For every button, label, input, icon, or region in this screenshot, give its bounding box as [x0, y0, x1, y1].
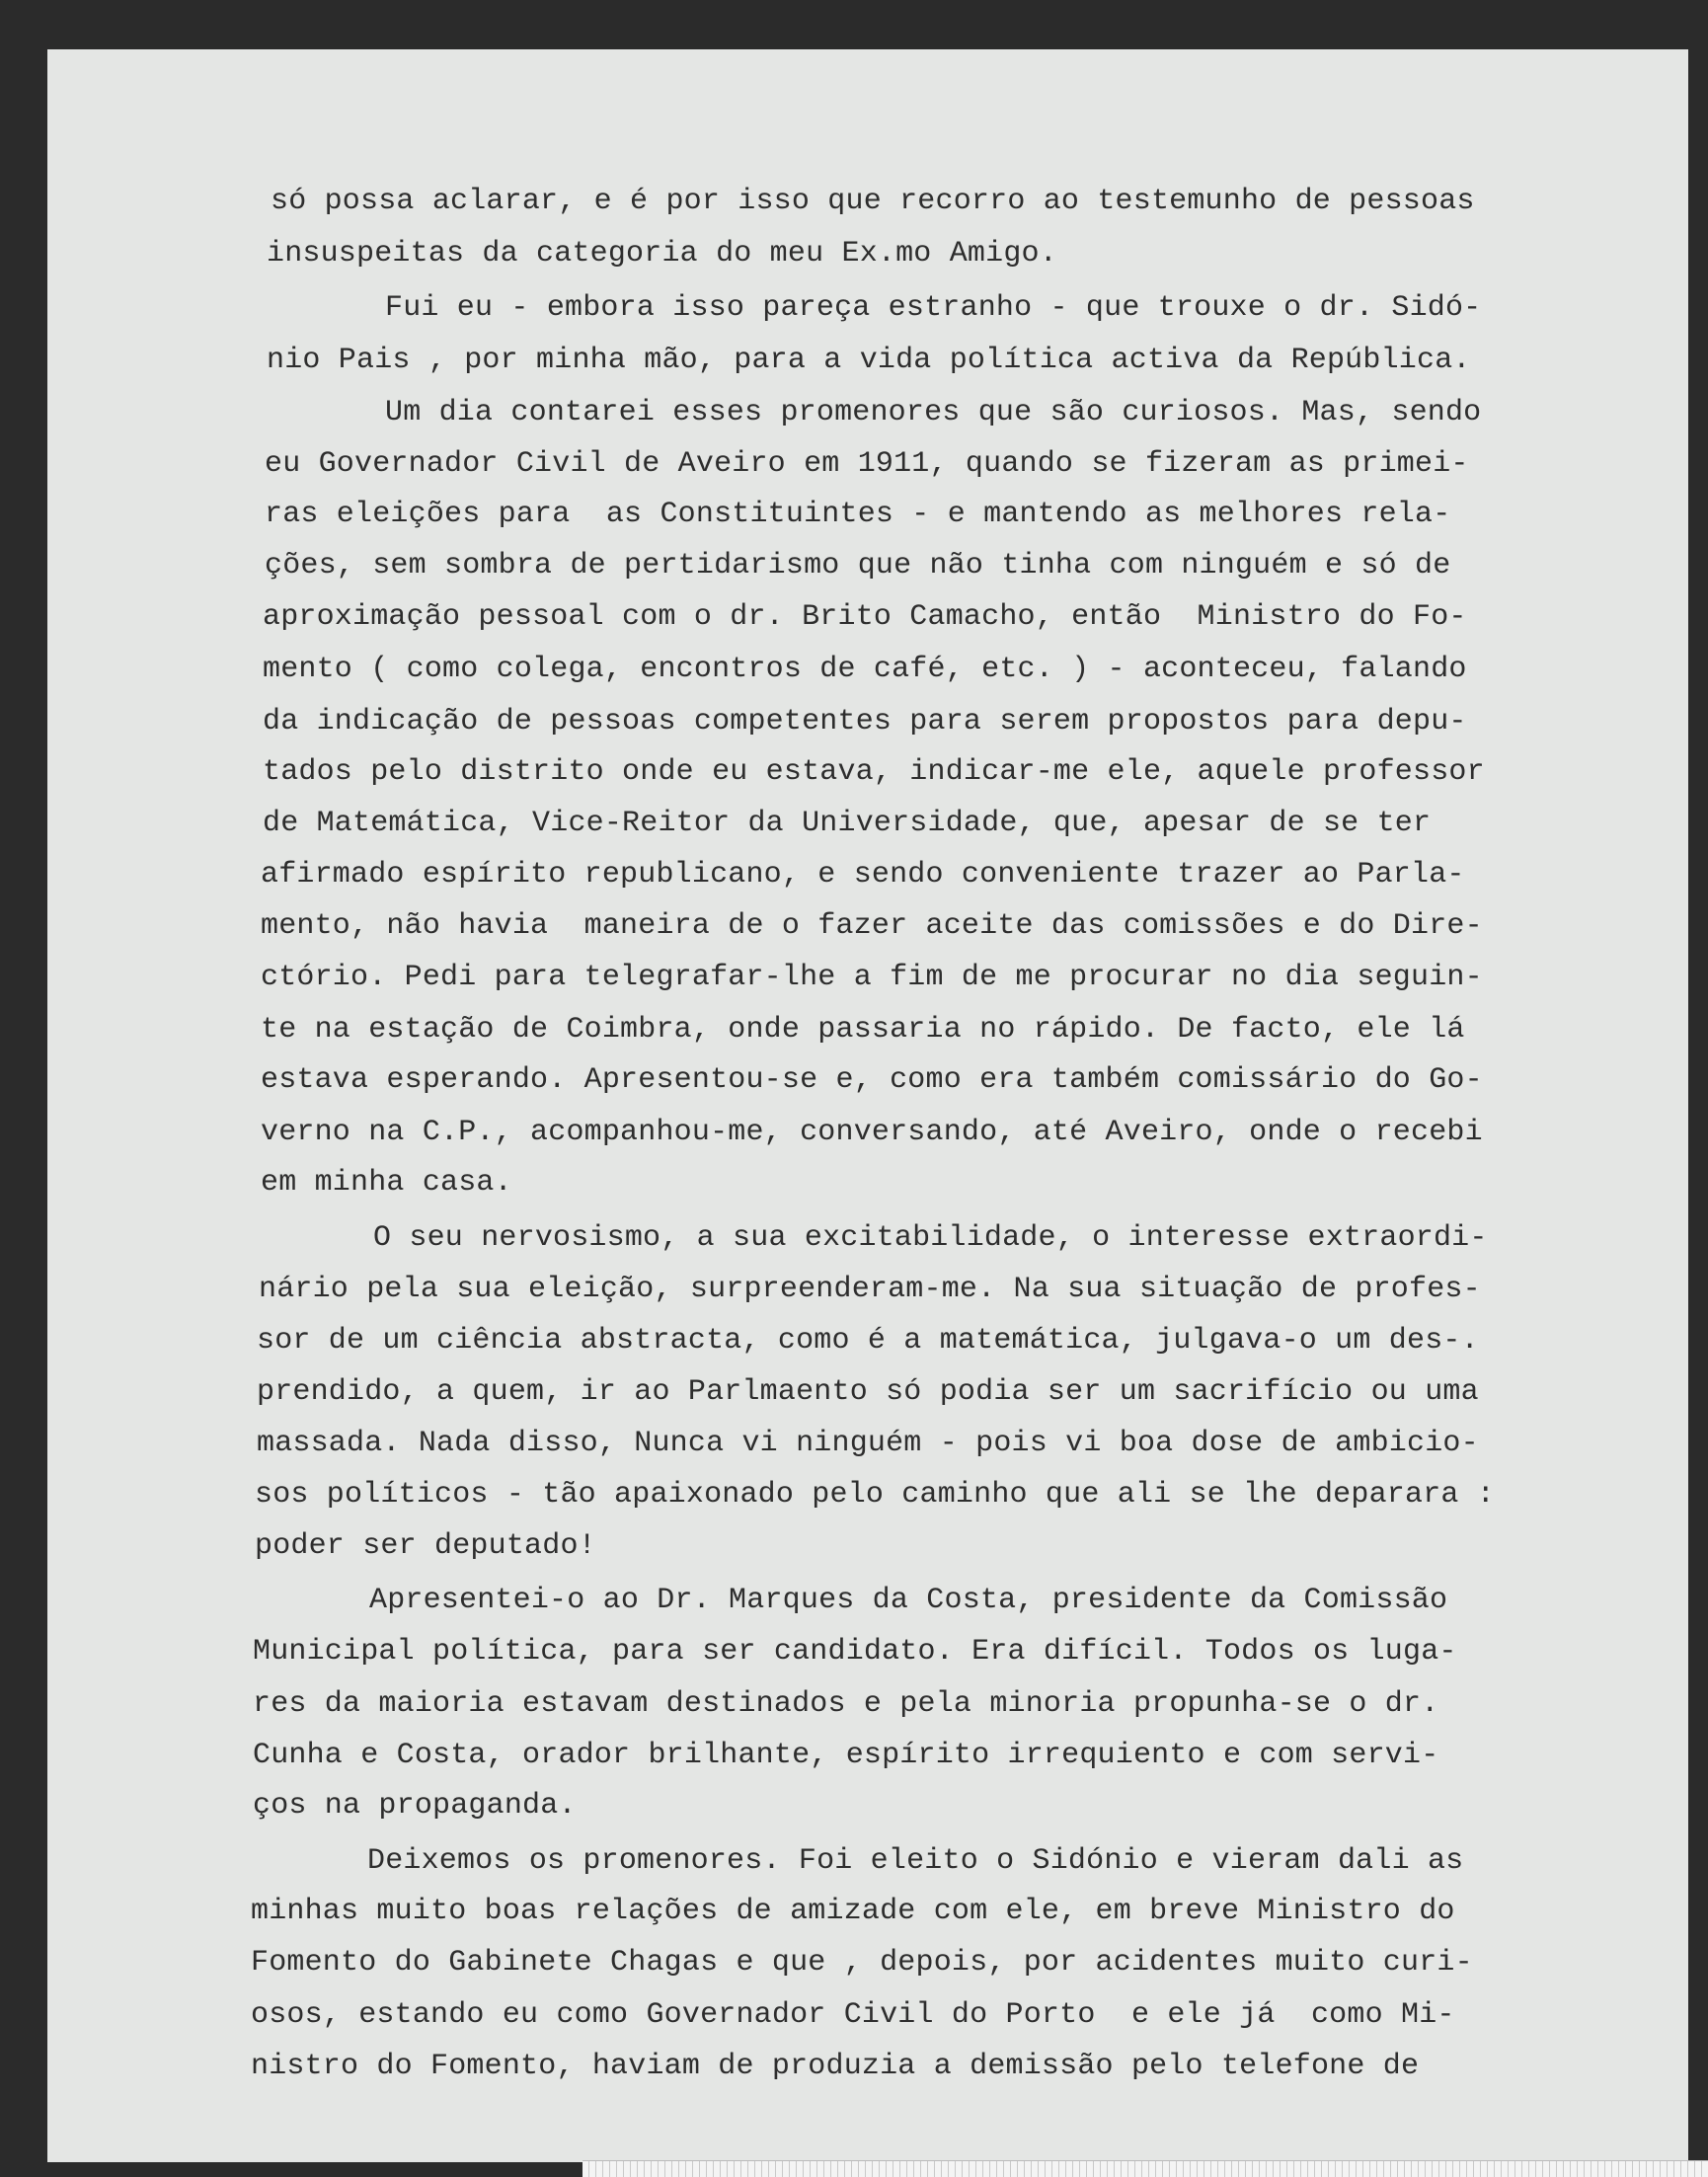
text-line: Municipal política, para ser candidato. Era difícil. Todos os luga- [253, 1635, 1457, 1669]
text-line: estava esperando. Apresentou-se e, como era também comissário do Go- [261, 1063, 1483, 1097]
text-line: poder ser deputado! [255, 1529, 596, 1563]
text-line: de Matemática, Vice-Reitor da Universidade, que, apesar de se ter [263, 807, 1432, 840]
text-line: insuspeitas da categoria do meu Ex.mo Amigo. [267, 237, 1057, 271]
text-line: Cunha e Costa, orador brilhante, espírito irrequiento e com servi- [253, 1739, 1439, 1772]
text-line: verno na C.P., acompanhou-me, conversando, até Aveiro, onde o recebi [261, 1116, 1483, 1149]
text-line: sos políticos - tão apaixonado pelo caminho que ali se lhe deparara : [255, 1478, 1496, 1512]
text-line: em minha casa. [261, 1166, 512, 1200]
text-line: nistro do Fomento, haviam de produzia a demissão pelo telefone de [251, 2050, 1420, 2083]
text-line: só possa aclarar, e é por isso que recorro ao testemunho de pessoas [271, 185, 1475, 218]
text-line: minhas muito boas relações de amizade com ele, em breve Ministro do [251, 1895, 1455, 1928]
text-line: ras eleições para as Constituintes - e mantendo as melhores rela- [265, 498, 1451, 531]
text-line: nário pela sua eleição, surpreenderam-me. Na sua situação de profes- [259, 1273, 1481, 1306]
text-line: massada. Nada disso, Nunca vi ninguém - pois vi boa dose de ambicio- [257, 1427, 1479, 1460]
typewritten-sheet [47, 49, 1688, 2162]
text-line: da indicação de pessoas competentes para serem propostos para depu- [263, 705, 1467, 739]
text-line: Fui eu - embora isso pareça estranho - que trouxe o dr. Sidó- [385, 291, 1482, 325]
text-line: mento ( como colega, encontros de café, etc. ) - aconteceu, falando [263, 653, 1467, 686]
text-line: tados pelo distrito onde eu estava, indicar-me ele, aquele professor [263, 755, 1485, 789]
text-line: afirmado espírito republicano, e sendo conveniente trazer ao Parla- [261, 858, 1465, 892]
text-line: Um dia contarei esses promenores que são curiosos. Mas, sendo [385, 396, 1482, 429]
text-line: ctório. Pedi para telegrafar-lhe a fim de me procurar no dia seguin- [261, 961, 1483, 994]
text-line: nio Pais , por minha mão, para a vida política activa da República. [267, 344, 1471, 377]
text-line: Fomento do Gabinete Chagas e que , depois, por acidentes muito curi- [251, 1946, 1473, 1980]
text-line: te na estação de Coimbra, onde passaria no rápido. De facto, ele lá [261, 1013, 1465, 1047]
text-line: res da maioria estavam destinados e pela minoria propunha-se o dr. [253, 1687, 1439, 1721]
text-line: Apresentei-o ao Dr. Marques da Costa, presidente da Comissão [369, 1584, 1448, 1617]
document-text [47, 49, 1688, 2162]
text-line: prendido, a quem, ir ao Parlmaento só podia ser um sacrifício ou uma [257, 1375, 1479, 1409]
text-line: ços na propaganda. [253, 1789, 577, 1823]
text-line: ções, sem sombra de pertidarismo que não tinha com ninguém e só de [265, 549, 1451, 583]
text-line: O seu nervosismo, a sua excitabilidade, o interesse extraordi- [373, 1221, 1488, 1255]
scan-ruler-strip [582, 2160, 1708, 2177]
text-line: osos, estando eu como Governador Civil do Porto e ele já como Mi- [251, 1998, 1455, 2032]
text-line: Deixemos os promenores. Foi eleito o Sidónio e vieram dali as [367, 1844, 1464, 1878]
text-line: mento, não havia maneira de o fazer aceite das comissões e do Dire- [261, 909, 1483, 943]
text-line: eu Governador Civil de Aveiro em 1911, quando se fizeram as primei- [265, 447, 1469, 481]
text-line: sor de um ciência abstracta, como é a matemática, julgava-o um des-. [257, 1324, 1479, 1358]
text-line: aproximação pessoal com o dr. Brito Camacho, então Ministro do Fo- [263, 600, 1467, 634]
